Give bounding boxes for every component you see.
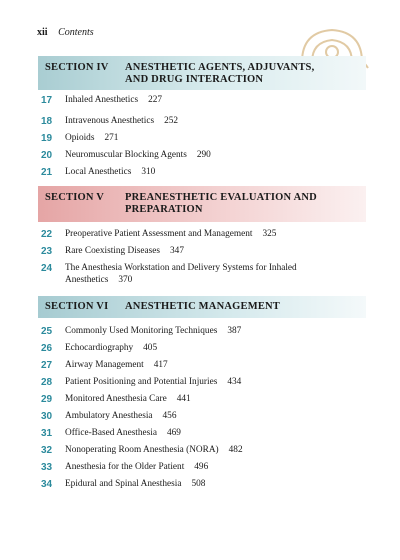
- chapter-entry[interactable]: [41, 444, 371, 461]
- section-header: [38, 186, 366, 222]
- chapter-number: 21: [41, 167, 53, 178]
- section-label: SECTION VI: [45, 301, 109, 312]
- chapter-title: Monitored Anesthesia Care: [65, 394, 167, 404]
- chapter-title: Ambulatory Anesthesia: [65, 411, 153, 421]
- chapter-title: Preoperative Patient Assessment and Management: [65, 229, 253, 239]
- chapter-page: 252: [164, 116, 179, 126]
- chapter-number: 17: [41, 95, 53, 106]
- chapter-page: 347: [170, 246, 184, 256]
- chapter-page: 227: [148, 95, 163, 105]
- chapter-number: 26: [41, 343, 53, 354]
- chapter-entry[interactable]: [41, 94, 371, 115]
- chapter-page: 310: [141, 167, 156, 177]
- chapter-number: 34: [41, 479, 53, 490]
- chapter-entry[interactable]: [41, 393, 371, 410]
- chapter-number: 18: [41, 116, 53, 127]
- chapter-title: Commonly Used Monitoring Techniques: [65, 326, 218, 336]
- chapter-entry[interactable]: [41, 461, 371, 478]
- section-title: PREANESTHETIC EVALUATION AND PREPARATION: [125, 192, 317, 216]
- chapter-entry[interactable]: [41, 262, 371, 288]
- chapter-title: Nonoperating Room Anesthesia (NORA): [65, 445, 219, 455]
- chapter-number: 31: [41, 428, 53, 439]
- section-label: SECTION V: [45, 192, 105, 203]
- chapter-page: 508: [191, 479, 206, 489]
- chapter-page: 417: [153, 360, 168, 370]
- chapter-number: 32: [41, 445, 53, 456]
- chapter-entry[interactable]: [41, 342, 371, 359]
- chapter-list: [41, 325, 371, 495]
- chapter-title: Anesthesia for the Older Patient: [65, 462, 185, 472]
- chapter-entry[interactable]: [41, 376, 371, 393]
- page-number: xii: [37, 27, 48, 38]
- chapter-title: Office-Based Anesthesia: [65, 428, 157, 438]
- chapter-entry[interactable]: [41, 149, 371, 166]
- page-title: Contents: [58, 27, 94, 38]
- page-header: [37, 27, 94, 38]
- chapter-entry[interactable]: [41, 325, 371, 342]
- chapter-number: 22: [41, 229, 53, 240]
- chapter-entry[interactable]: [41, 228, 371, 245]
- chapter-entry[interactable]: [41, 132, 371, 149]
- chapter-title: Rare Coexisting Diseases: [65, 246, 161, 256]
- chapter-number: 24: [41, 263, 53, 274]
- chapter-number: 29: [41, 394, 53, 405]
- chapter-title: Opioids: [65, 133, 95, 143]
- chapter-page: 456: [162, 411, 177, 421]
- chapter-title: Inhaled Anesthetics: [65, 95, 139, 105]
- chapter-title: Epidural and Spinal Anesthesia: [65, 479, 182, 489]
- chapter-number: 25: [41, 326, 53, 337]
- chapter-number: 23: [41, 246, 53, 257]
- section-header: [38, 296, 366, 318]
- chapter-list: [41, 94, 371, 183]
- chapter-page: 290: [196, 150, 211, 160]
- chapter-entry[interactable]: [41, 166, 371, 183]
- chapter-entry[interactable]: [41, 427, 371, 444]
- chapter-number: 33: [41, 462, 53, 473]
- chapter-title: Local Anesthetics: [65, 167, 132, 177]
- chapter-number: 30: [41, 411, 53, 422]
- chapter-page: 271: [104, 133, 119, 143]
- chapter-page: 434: [227, 377, 242, 387]
- chapter-entry[interactable]: [41, 410, 371, 427]
- chapter-number: 20: [41, 150, 53, 161]
- chapter-page: 405: [143, 343, 158, 353]
- chapter-page: 441: [176, 394, 191, 404]
- chapter-list: [41, 228, 371, 288]
- chapter-page: 496: [194, 462, 209, 472]
- chapter-page: 482: [228, 445, 243, 455]
- chapter-page: 325: [262, 229, 277, 239]
- chapter-page: 469: [167, 428, 181, 438]
- chapter-title: Patient Positioning and Potential Injuries: [65, 377, 218, 387]
- chapter-title: Airway Management: [65, 360, 144, 370]
- chapter-page: 387: [227, 326, 242, 336]
- chapter-page: 370: [118, 275, 133, 286]
- chapter-entry[interactable]: [41, 478, 371, 495]
- chapter-entry[interactable]: [41, 359, 371, 376]
- chapter-title: Neuromuscular Blocking Agents: [65, 150, 187, 160]
- chapter-number: 28: [41, 377, 53, 388]
- chapter-title: Intravenous Anesthetics: [65, 116, 155, 126]
- chapter-title: The Anesthesia Workstation and Delivery Systems for Inhaled Anesthetics: [65, 263, 297, 286]
- section-title: ANESTHETIC MANAGEMENT: [125, 301, 281, 312]
- chapter-title: Echocardiography: [65, 343, 134, 353]
- chapter-number: 27: [41, 360, 53, 371]
- chapter-number: 19: [41, 133, 53, 144]
- section-title: ANESTHETIC AGENTS, ADJUVANTS, AND DRUG INTERACTION: [125, 62, 315, 86]
- chapter-entry[interactable]: [41, 245, 371, 262]
- chapter-entry[interactable]: [41, 115, 371, 132]
- section-header: [38, 56, 366, 90]
- section-label: SECTION IV: [45, 62, 109, 73]
